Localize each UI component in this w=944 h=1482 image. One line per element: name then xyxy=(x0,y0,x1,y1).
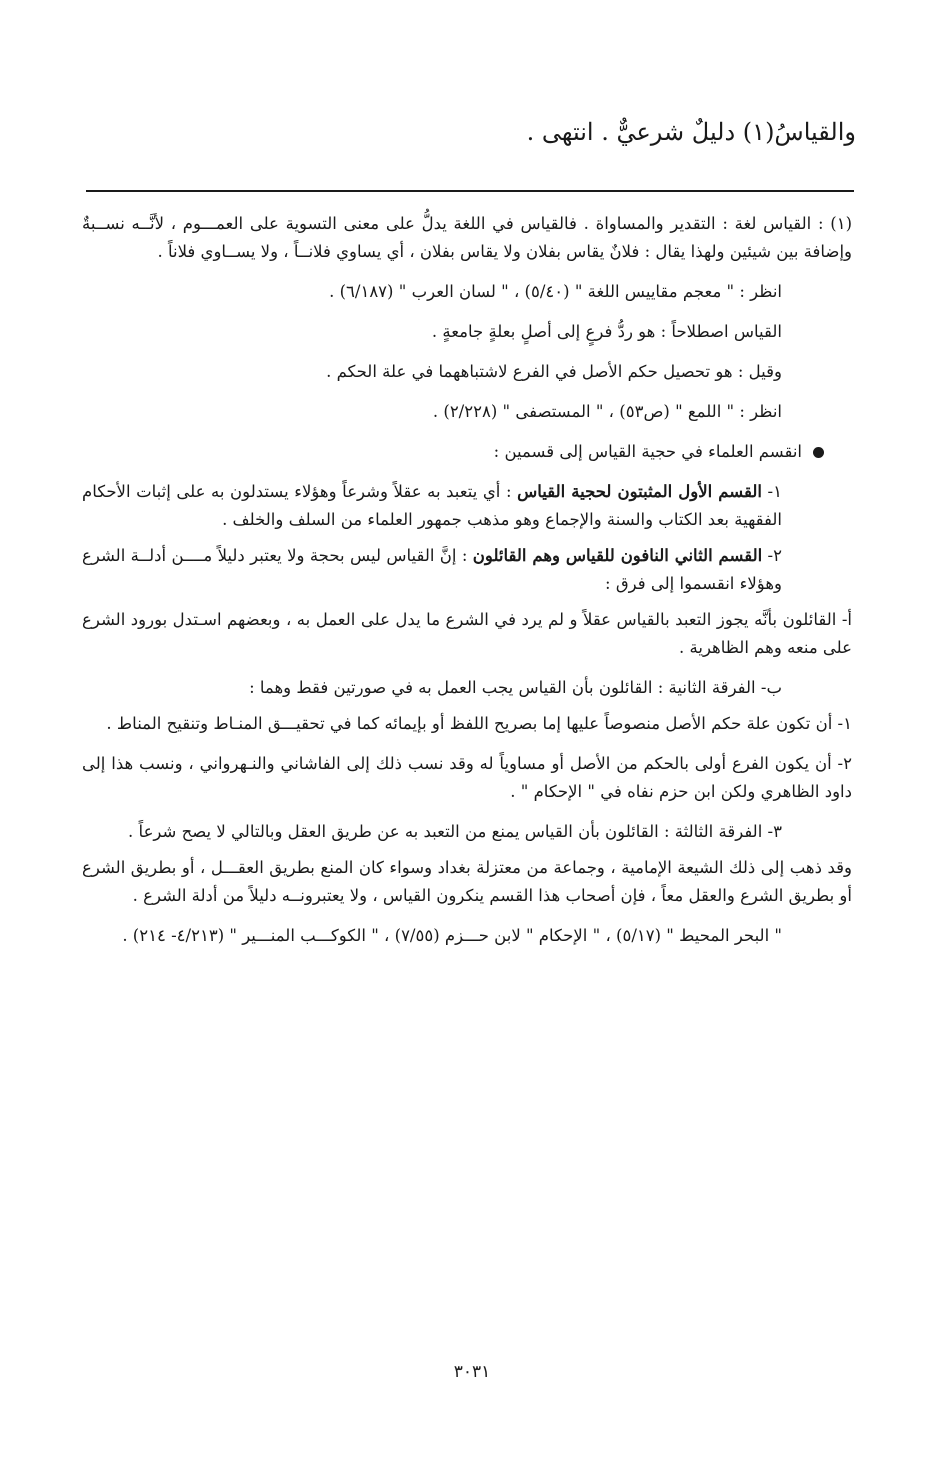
footnote-part-1 xyxy=(82,478,782,534)
part-2-text: : إنَّ القياس ليس بحجة ولا يعتبر دليلاً مــــن أدلــة الشرع وهؤلاء انقسموا إلى فرق : xyxy=(82,546,782,593)
footnote-reference-3: " البحر المحيط " (٥/١٧) ، " الإحكام " لابن حـــزم (٧/٥٥) ، " الكوكـــب المنـــير " (٤/٢١٣- ٢١٤) . xyxy=(122,926,782,945)
footnote-group-b: ب- الفرقة الثانية : القائلون بأن القياس يجب العمل به في صورتين فقط وهما : xyxy=(249,678,782,697)
part-1-text: : أي يتعبد به عقلاً وشرعاً وهؤلاء يستدلون به على إثبات الأحكام الفقهية بعد الكتاب والسنة والإجماع وهو مذهب جمهور العلماء من السلف والخلف . xyxy=(82,482,782,529)
bullet-text: انقسم العلماء في حجية القياس إلى قسمين : xyxy=(493,442,802,461)
footnote-part-2 xyxy=(82,542,782,598)
footnote-group-c: ٣- الفرقة الثالثة : القائلون بأن القياس يمنع من التعبد به عن طريق العقل وبالتالي لا يصح شرعاً . xyxy=(128,822,782,841)
main-text-line: والقياسُ(١) دليلٌ شرعيٌّ . انتهى . xyxy=(526,118,856,146)
footnote-group-b-case-2: ٢- أن يكون الفرع أولى بالحكم من الأصل أو مساوياً له وقد نسب ذلك إلى الفاشاني والنـهرواني ، ونسب هذا إلى داود الظاهري ولكن ابن حزم نفاه في " الإحكام " . xyxy=(82,754,852,801)
footnote-group-a: أ- القائلون بأنَّه يجوز التعبد بالقياس عقلاً و لم يرد في الشرع ما يدل على العمل به ، وبعضهم اسـتدل بورود الشرع على منعه وهم الظاهرية . xyxy=(82,610,852,657)
footnote-bullet-heading xyxy=(82,438,824,466)
footnotes-section xyxy=(82,210,852,958)
part-1-number: ١- xyxy=(761,482,782,501)
bullet-icon xyxy=(813,447,824,458)
page-number: ٣٠٣١ xyxy=(453,1362,491,1382)
footnote-group-b-case-1: ١- أن تكون علة حكم الأصل منصوصاً عليها إما بصريح اللفظ أو بإيمائه كما في تحقيـــق المنـاط وتنقيح المناط . xyxy=(106,714,852,733)
part-1-heading: القسم الأول المثبتون لحجية القياس xyxy=(517,482,762,501)
part-2-number: ٢- xyxy=(762,546,782,565)
footnote-1-definition: (١) : القياس لغة : التقدير والمساواة . فالقياس في اللغة يدلُّ على معنى التسوية على العمـــوم ، لأنَّــه نســبةٌ وإضافة بين شيئين ولهذا يقال : فلانٌ يقاس بفلان ولا يقاس بفلان ، أي يساوي فلانــاً ، ولا يســاوي فلاناً . xyxy=(82,214,852,261)
footnote-reference-2: انظر : " اللمع " (ص٥٣) ، " المستصفى " (٢/٢٢٨) . xyxy=(432,402,782,421)
part-2-heading: القسم الثاني النافون للقياس وهم القائلون xyxy=(472,546,763,565)
footnote-reference-1: انظر : " معجم مقاييس اللغة " (٥/٤٠) ، " لسان العرب " (٦/١٨٧) . xyxy=(329,282,782,301)
footnote-divider xyxy=(86,190,854,192)
footnote-alt-definition: وقيل : هو تحصيل حكم الأصل في الفرع لاشتباههما في علة الحكم . xyxy=(326,362,782,381)
footnote-term-definition: القياس اصطلاحاً : هو ردُّ فرعٍ إلى أصلٍ بعلةٍ جامعةٍ . xyxy=(431,322,782,341)
footnote-group-c-detail: وقد ذهب إلى ذلك الشيعة الإمامية ، وجماعة من معتزلة بغداد وسواء كان المنع بطريق العقـــل ، أو بطريق الشرع أو بطريق الشرع والعقل معاً ، فإن أصحاب هذا القسم ينكرون القياس ، ولا يعتبرونــه دليلاً من أدلة الشرع . xyxy=(82,858,852,905)
